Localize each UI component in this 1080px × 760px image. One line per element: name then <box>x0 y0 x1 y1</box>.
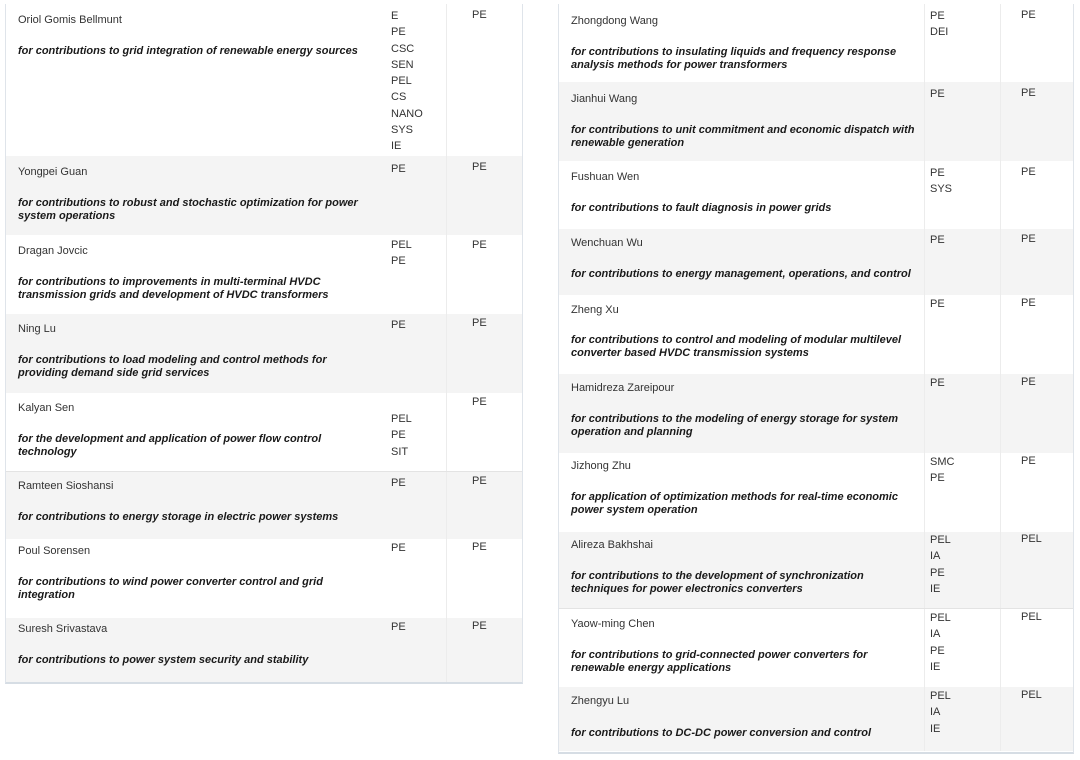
award-society-cell <box>446 4 522 156</box>
fellow-citation: for contributions to grid integration of renewable energy sources <box>18 45 358 57</box>
table-row <box>6 314 522 393</box>
award-society: PE <box>472 239 487 251</box>
society-code: CS <box>391 91 407 104</box>
table-row <box>559 161 1073 229</box>
societies-cell <box>924 295 1001 374</box>
society-code: PE <box>391 319 406 331</box>
table-row <box>559 229 1073 295</box>
societies-cell <box>924 609 1001 687</box>
societies-cell <box>924 4 1001 82</box>
fellow-name: Kalyan Sen <box>18 402 75 414</box>
award-society-cell <box>999 453 1073 532</box>
name-citation-cell <box>559 4 924 82</box>
award-society-cell <box>999 295 1073 374</box>
table-row <box>6 4 522 156</box>
award-society-cell <box>999 4 1073 82</box>
society-code: PEL <box>391 413 412 425</box>
name-citation-cell <box>6 156 386 235</box>
society-code: PE <box>930 566 945 579</box>
award-society: PEL <box>1021 533 1042 545</box>
fellow-name: Poul Sorensen <box>18 545 91 557</box>
society-code: E <box>391 10 399 22</box>
name-citation-cell <box>6 4 386 156</box>
award-society-cell <box>446 314 522 393</box>
societies-cell <box>924 532 1001 608</box>
fellow-name: Alireza Bakhshai <box>571 539 653 551</box>
award-society: PE <box>1021 376 1036 388</box>
society-code: PE <box>930 167 945 179</box>
societies-cell <box>924 82 1001 161</box>
society-code: IA <box>930 628 941 641</box>
award-society-cell <box>999 609 1073 687</box>
society-code: IA <box>930 706 941 719</box>
fellow-citation: for contributions to robust and stochastic optimization for power system operations <box>18 197 358 222</box>
award-society: PE <box>1021 166 1036 178</box>
award-society-cell <box>446 393 522 471</box>
society-code: SMC <box>930 456 955 468</box>
society-code: PE <box>930 88 945 100</box>
fellow-name: Dragan Jovcic <box>18 245 88 257</box>
society-code: DEI <box>930 26 949 39</box>
fellow-name: Fushuan Wen <box>571 171 640 183</box>
award-society-cell <box>999 687 1073 751</box>
table-row <box>6 539 522 618</box>
fellow-name: Zheng Xu <box>571 304 619 316</box>
table-row <box>6 471 522 539</box>
society-code: PEL <box>930 534 951 546</box>
societies-cell <box>924 453 1001 532</box>
table-row <box>559 295 1073 374</box>
fellow-citation: for contributions to energy storage in electric power systems <box>18 511 339 523</box>
fellow-citation: for contributions to wind power converter control and grid integration <box>18 576 323 601</box>
name-citation-cell <box>6 393 386 471</box>
society-code: IE <box>930 660 941 673</box>
society-list <box>391 619 406 635</box>
name-citation-cell <box>6 235 386 314</box>
award-society-cell <box>999 229 1073 295</box>
society-code: IE <box>930 722 941 735</box>
fellow-citation: for contributions to the development of synchronization techniques for power electronics converters <box>571 570 864 595</box>
award-society: PE <box>1021 87 1036 99</box>
fellow-citation: for contributions to grid-connected power converters for renewable energy applications <box>571 649 868 674</box>
society-list <box>391 161 406 177</box>
table-row <box>559 82 1073 161</box>
fellow-name: Hamidreza Zareipour <box>571 382 675 394</box>
table-row <box>559 4 1073 82</box>
name-citation-cell <box>559 453 924 532</box>
society-code: PE <box>930 234 945 246</box>
society-code: PE <box>930 377 945 389</box>
award-society: PEL <box>1021 611 1042 623</box>
fellow-citation: for the development and application of power flow control technology <box>18 433 322 458</box>
societies-cell <box>924 161 1001 229</box>
table-row <box>6 618 522 682</box>
society-list <box>391 540 406 556</box>
award-society: PE <box>472 9 487 21</box>
societies-cell <box>386 539 447 618</box>
fellow-citation: for contributions to DC-DC power conversion and control <box>571 727 872 739</box>
society-code: SEN <box>391 58 414 71</box>
award-society-cell <box>999 82 1073 161</box>
award-society: PE <box>472 396 487 408</box>
fellow-citation: for contributions to the modeling of energy storage for system operation and planning <box>571 413 898 438</box>
award-society: PE <box>472 161 487 173</box>
award-society-cell <box>446 539 522 618</box>
right-fellows-table <box>558 4 1074 754</box>
award-society: PE <box>472 317 487 329</box>
table-row <box>6 393 522 471</box>
society-code: PEL <box>930 612 951 624</box>
fellow-citation: for contributions to improvements in multi-terminal HVDC transmission grids and development of HVDC transformers <box>18 276 329 301</box>
name-citation-cell <box>559 687 924 751</box>
fellow-name: Ramteen Sioshansi <box>18 480 114 492</box>
society-code: PE <box>391 621 406 633</box>
society-code: PE <box>391 26 406 39</box>
award-society: PE <box>1021 297 1036 309</box>
society-code: PE <box>391 255 406 268</box>
societies-cell <box>386 618 447 682</box>
society-code: PE <box>391 542 406 554</box>
name-citation-cell <box>6 314 386 393</box>
fellow-citation: for contributions to power system security and stability <box>18 654 309 666</box>
societies-cell <box>924 374 1001 453</box>
award-society-cell <box>446 235 522 314</box>
name-citation-cell <box>559 82 924 161</box>
name-citation-cell <box>559 532 924 608</box>
fellow-citation: for contributions to unit commitment and economic dispatch with renewable generation <box>571 124 915 149</box>
award-society: PE <box>1021 233 1036 245</box>
fellow-name: Jianhui Wang <box>571 93 638 105</box>
name-citation-cell <box>559 161 924 229</box>
name-citation-cell <box>6 472 386 539</box>
award-society: PE <box>1021 455 1036 467</box>
society-list <box>930 688 951 737</box>
name-citation-cell <box>6 618 386 682</box>
societies-cell <box>386 393 447 471</box>
societies-cell <box>386 472 447 539</box>
name-citation-cell <box>559 295 924 374</box>
award-society: PE <box>1021 9 1036 21</box>
award-society-cell <box>446 618 522 682</box>
society-list <box>391 475 406 491</box>
society-list <box>930 165 952 198</box>
society-code: PE <box>391 163 406 175</box>
name-citation-cell <box>6 539 386 618</box>
name-citation-cell <box>559 609 924 687</box>
fellow-name: Oriol Gomis Bellmunt <box>18 14 122 26</box>
fellow-citation: for contributions to control and modeling of modular multilevel converter based HVDC transmission systems <box>571 334 901 359</box>
society-code: PE <box>930 644 945 657</box>
award-society-cell <box>446 156 522 235</box>
left-fellows-table <box>5 4 523 684</box>
society-code: NANO <box>391 107 423 120</box>
award-society-cell <box>999 532 1073 608</box>
award-society: PE <box>472 620 487 632</box>
award-society: PEL <box>1021 689 1042 701</box>
table-row <box>559 532 1073 608</box>
society-code: IA <box>930 550 941 563</box>
fellow-name: Yongpei Guan <box>18 166 88 178</box>
society-list <box>391 237 412 270</box>
society-list <box>930 8 948 41</box>
fellow-citation: for contributions to energy management, operations, and control <box>571 268 911 280</box>
fellow-name: Wenchuan Wu <box>571 237 643 249</box>
award-society-cell <box>999 161 1073 229</box>
fellow-name: Ning Lu <box>18 323 56 335</box>
table-row <box>559 608 1073 687</box>
society-code: PE <box>391 477 406 489</box>
society-list <box>391 8 423 155</box>
society-code: PE <box>930 10 945 22</box>
table-row <box>559 687 1073 751</box>
society-list <box>391 317 406 333</box>
society-list <box>930 296 945 312</box>
society-code: PE <box>930 472 945 485</box>
name-citation-cell <box>559 374 924 453</box>
table-row <box>559 374 1073 453</box>
society-code: SYS <box>930 183 953 196</box>
table-row <box>6 156 522 235</box>
society-code: CSC <box>391 42 415 55</box>
fellow-name: Yaow-ming Chen <box>571 618 655 630</box>
fellow-name: Zhongdong Wang <box>571 15 659 27</box>
societies-cell <box>924 687 1001 751</box>
award-society: PE <box>472 541 487 553</box>
fellow-citation: for contributions to fault diagnosis in power grids <box>571 202 832 214</box>
society-list <box>930 232 945 248</box>
society-list <box>930 86 945 102</box>
award-society-cell <box>446 472 522 539</box>
societies-cell <box>386 156 447 235</box>
society-list <box>930 610 951 675</box>
fellow-name: Suresh Srivastava <box>18 623 108 635</box>
fellow-name: Zhengyu Lu <box>571 695 630 707</box>
societies-cell <box>386 314 447 393</box>
society-code: SIT <box>391 445 409 458</box>
societies-cell <box>924 229 1001 295</box>
fellow-citation: for application of optimization methods for real-time economic power system operation <box>571 491 898 516</box>
society-code: PEL <box>930 690 951 702</box>
society-list <box>391 411 412 460</box>
society-code: PE <box>391 429 406 442</box>
society-code: PE <box>930 298 945 310</box>
society-code: IE <box>930 582 941 595</box>
society-code: PEL <box>391 239 412 251</box>
fellow-name: Jizhong Zhu <box>571 460 631 472</box>
fellow-citation: for contributions to load modeling and control methods for providing demand side grid services <box>18 354 327 379</box>
society-list <box>930 454 954 487</box>
societies-cell <box>386 235 447 314</box>
society-code: PEL <box>391 75 412 88</box>
society-code: SYS <box>391 124 414 137</box>
society-code: IE <box>391 140 402 153</box>
table-row <box>6 235 522 314</box>
fellow-citation: for contributions to insulating liquids and frequency response analysis methods for power transformers <box>571 46 897 71</box>
society-list <box>930 375 945 391</box>
societies-cell <box>386 4 447 156</box>
award-society: PE <box>472 475 487 487</box>
name-citation-cell <box>559 229 924 295</box>
society-list <box>930 532 951 597</box>
table-row <box>559 453 1073 532</box>
award-society-cell <box>999 374 1073 453</box>
